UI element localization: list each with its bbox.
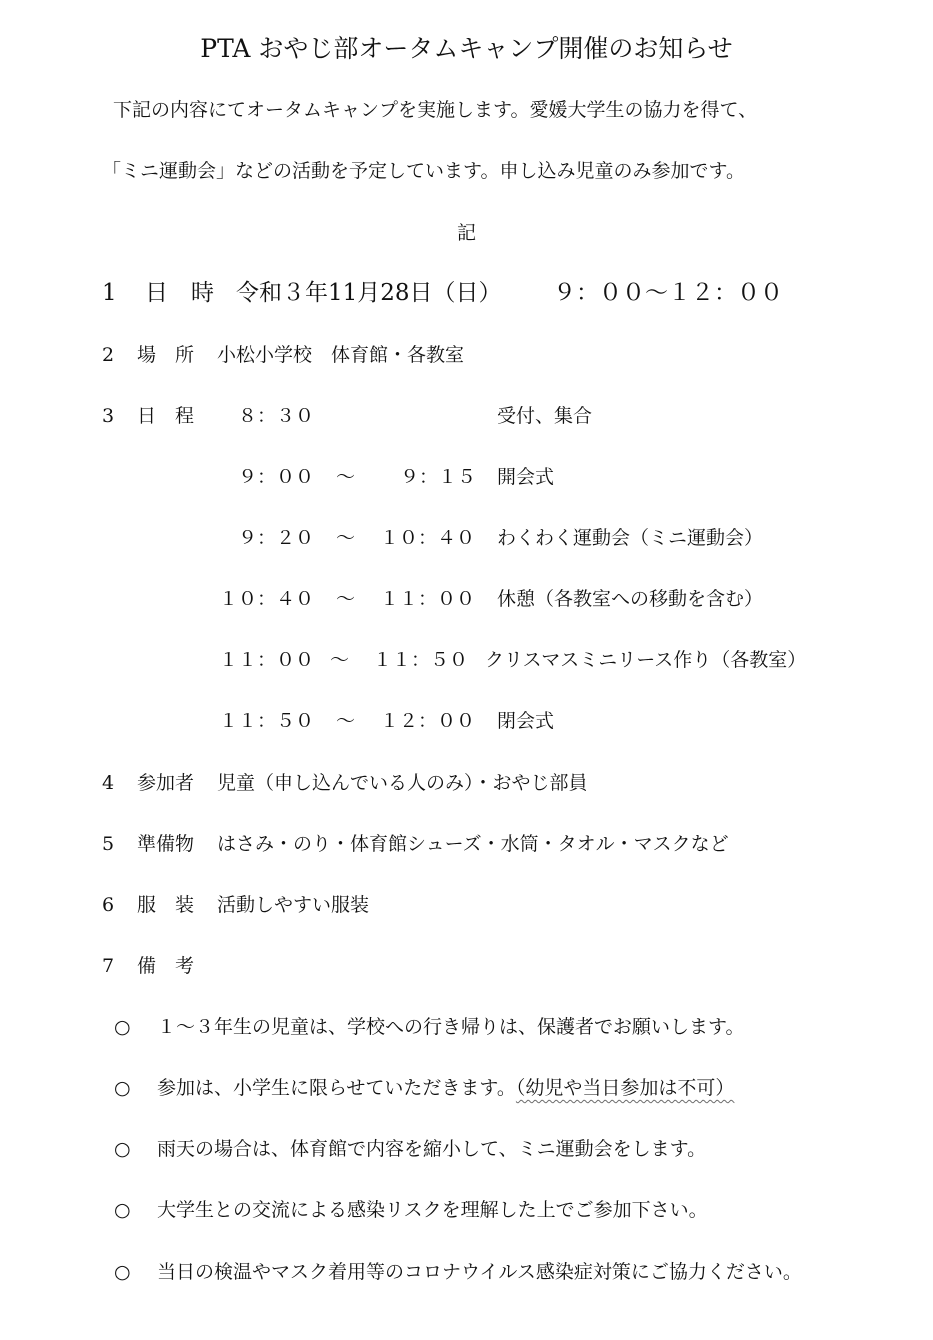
schedule-end: １１：００ [380, 588, 476, 610]
note-text: 雨天の場合は、体育館で内容を縮小して、ミニ運動会をします。 [157, 1138, 707, 1160]
item-value: 活動しやすい服装 [217, 894, 370, 916]
schedule-row [0, 525, 933, 551]
intro-line-1: 下記の内容にてオータムキャンプを実施します。愛媛大学生の協力を得て、 [113, 99, 758, 121]
schedule-end: ９：１５ [400, 466, 477, 488]
item-label: 準備物 [137, 833, 195, 855]
item-number: 2 [102, 344, 115, 366]
item-value: 児童（申し込んでいる人のみ）・おやじ部員 [217, 772, 588, 794]
schedule-tilde: 〜 [336, 710, 356, 732]
item-number: 7 [102, 955, 115, 977]
intro-line-2: 「ミニ運動会」などの活動を予定しています。申し込み児童のみ参加です。 [102, 160, 745, 182]
item-notes [0, 953, 933, 979]
schedule-end: １０：４０ [380, 527, 476, 549]
note-text: 参加は、小学生に限らせていただきます。 [157, 1077, 516, 1099]
item-label: 備 考 [137, 955, 195, 977]
schedule-event: わくわく運動会（ミニ運動会） [497, 527, 764, 549]
schedule-event: 開会式 [497, 466, 555, 488]
note-text: １〜３年生の児童は、学校への行き帰りは、保護者でお願いします。 [157, 1016, 745, 1038]
page-title: PTA おやじ部オータムキャンプ開催のお知らせ [200, 34, 733, 63]
note-item [0, 1136, 933, 1162]
note-text: 大学生との交流による感染リスクを理解した上でご参加下さい。 [157, 1199, 708, 1221]
schedule-tilde: 〜 [336, 527, 356, 549]
schedule-tilde: 〜 [330, 649, 350, 671]
note-text: 当日の検温やマスク着用等のコロナウイルス感染症対策にご協力ください。 [157, 1261, 802, 1283]
item-label: 場 所 [137, 344, 195, 366]
datetime-time: ９：００〜１２：００ [553, 280, 783, 306]
schedule-start: ９：２０ [238, 527, 315, 549]
schedule-start: １１：５０ [219, 710, 315, 732]
item-participants [0, 770, 933, 796]
schedule-start: １０：４０ [219, 588, 315, 610]
item-belongings [0, 831, 933, 857]
note-item [0, 1197, 933, 1223]
bullet-circle-icon: ○ [114, 1138, 131, 1160]
schedule-event: 休憩（各教室への移動を含む） [497, 588, 764, 610]
item-datetime [0, 278, 933, 308]
schedule-row [0, 464, 933, 490]
item-place [0, 342, 933, 368]
schedule-start: ９：００ [238, 466, 315, 488]
schedule-event: クリスマスミニリース作り（各教室） [485, 649, 807, 671]
schedule-row [0, 403, 933, 429]
item-label: 参加者 [137, 772, 195, 794]
item-number: 6 [102, 894, 115, 916]
item-label: 日 時 [145, 280, 214, 306]
item-number: 1 [102, 280, 117, 306]
bullet-circle-icon: ○ [114, 1016, 131, 1038]
ki-heading: 記 [456, 222, 476, 244]
note-text-line [157, 1075, 734, 1101]
item-label: 日 程 [137, 405, 195, 427]
item-number: 3 [102, 405, 115, 427]
schedule-event: 閉会式 [497, 710, 555, 732]
schedule-start: １１：００ [219, 649, 315, 671]
note-item [0, 1075, 933, 1105]
schedule-event: 受付、集合 [497, 405, 593, 427]
schedule-row [0, 647, 933, 673]
bullet-circle-icon: ○ [114, 1199, 131, 1221]
item-clothing [0, 892, 933, 918]
item-label: 服 装 [137, 894, 195, 916]
datetime-date: 令和３年11月28日（日） [236, 280, 502, 306]
schedule-end: １１：５０ [373, 649, 469, 671]
schedule-end: １２：００ [380, 710, 476, 732]
note-paren-text: （幼児や当日参加は不可） [515, 1077, 735, 1099]
note-item [0, 1014, 933, 1040]
note-item [0, 1259, 933, 1285]
item-value: 小松小学校 体育館・各教室 [217, 344, 465, 366]
schedule-tilde: 〜 [336, 466, 356, 488]
bullet-circle-icon: ○ [114, 1077, 131, 1099]
item-number: 5 [102, 833, 115, 855]
schedule-row [0, 586, 933, 612]
bullet-circle-icon: ○ [114, 1261, 131, 1283]
schedule-row [0, 708, 933, 734]
item-number: 4 [102, 772, 115, 794]
item-value: はさみ・のり・体育館シューズ・水筒・タオル・マスクなど [217, 833, 729, 855]
schedule-tilde: 〜 [336, 588, 356, 610]
schedule-start: ８：３０ [238, 405, 315, 427]
